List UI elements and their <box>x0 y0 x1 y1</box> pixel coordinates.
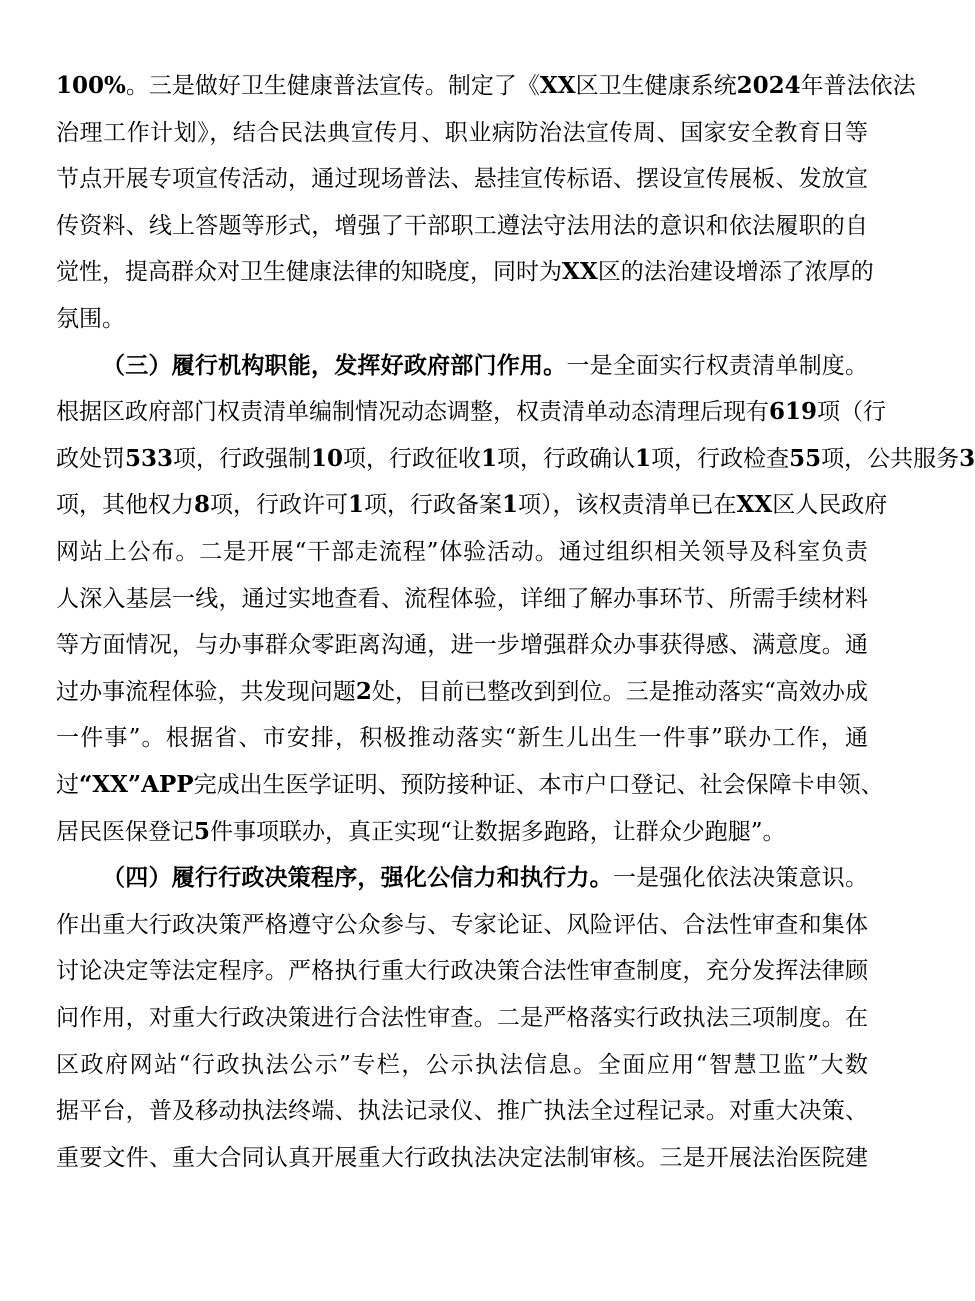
bold-text-segment: 2024 <box>736 72 801 99</box>
text-segment: 传资料、线上答题等形式，增强了干部职工遵法守法用法的意识和依法履职的自 <box>56 212 868 239</box>
bold-text-segment: 2 <box>355 677 372 705</box>
text-segment: 政处罚 <box>56 445 125 472</box>
text-line <box>56 911 868 939</box>
text-segment: 治理工作计划》，结合民法典宣传月、职业病防治法宣传周、国家安全教育日等 <box>56 119 868 146</box>
text-segment: 觉性，提高群众对卫生健康法律的知晓度，同时为 <box>56 259 562 286</box>
text-line <box>56 398 887 426</box>
bold-text-segment: 8 <box>194 491 211 519</box>
text-segment: 件事项联办，真正实现“让数据多跑路，让群众少跑腿”。 <box>210 818 786 845</box>
text-segment: 一是强化依法决策意识。 <box>612 865 868 892</box>
text-segment: 网站上公布。二是开展“干部走流程”体验活动。通过组织相关领导及科室负责 <box>56 539 868 565</box>
text-segment: 项，行政检查 <box>651 445 790 472</box>
text-line <box>56 771 884 799</box>
text-segment: 作出重大行政决策严格遵守公众参与、专家论证、风险评估、合法性审查和集体 <box>56 911 868 938</box>
bold-text-segment: 1 <box>481 444 498 472</box>
text-segment: 氛围。 <box>56 306 125 332</box>
text-segment: 项，其他权力 <box>56 492 194 519</box>
text-segment: 人深入基层一线，通过实地查看、流程体验，详细了解办事环节、所需手续材料 <box>56 585 868 612</box>
text-line <box>56 72 916 100</box>
text-line <box>56 305 868 333</box>
bold-text-segment: XX <box>539 72 576 99</box>
text-segment: 区的法治建设增添了浓厚的 <box>597 259 874 286</box>
text-segment: 项，行政强制 <box>173 445 312 472</box>
paragraph-heading-line <box>102 864 868 892</box>
text-segment: 项，行政征收 <box>343 445 482 472</box>
bold-text-segment: “XX”APP <box>79 771 194 798</box>
bold-text-segment: 1 <box>348 491 365 519</box>
text-line <box>56 724 868 752</box>
bold-text-segment: 5 <box>194 817 211 845</box>
text-segment: 节点开展专项宣传活动，通过现场普法、悬挂宣传标语、摆设宣传展板、发放宣 <box>56 166 868 193</box>
text-segment: 。三是做好卫生健康普法宣传。制定了《 <box>125 73 540 99</box>
text-segment: 重要文件、重大合同认真开展重大行政执法决定法制审核。三是开展法治医院建 <box>56 1144 868 1171</box>
text-line <box>56 491 888 519</box>
text-segment: 讨论决定等法定程序。严格执行重大行政决策合法性审查制度，充分发挥法律顾 <box>56 958 868 985</box>
text-line <box>56 119 868 147</box>
bold-text-segment: 55 <box>789 444 822 472</box>
text-line <box>56 444 975 473</box>
text-segment: 项，行政备案 <box>364 492 503 519</box>
text-line <box>56 1004 868 1032</box>
paragraph-heading-line <box>102 352 868 380</box>
text-line <box>56 957 868 985</box>
text-line <box>56 1144 868 1172</box>
text-segment: 项，行政许可 <box>210 492 349 519</box>
text-segment: 过 <box>56 772 79 798</box>
text-line <box>56 212 868 240</box>
text-line <box>56 818 868 846</box>
text-line <box>56 678 868 706</box>
text-segment: 区政府网站“行政执法公示”专栏，公示执法信息。全面应用“智慧卫监”大数 <box>56 1051 868 1078</box>
bold-text-segment: （三）履行机构职能，发挥好政府部门作用。 <box>102 351 567 379</box>
text-segment: 完成出生医学证明、预防接种证、本市户口登记、社会保障卡申领、 <box>193 772 884 798</box>
text-segment: 项，行政确认 <box>497 445 636 472</box>
text-segment: 年普法依法 <box>800 73 916 99</box>
bold-text-segment: XX <box>736 491 773 519</box>
text-line <box>56 538 868 566</box>
text-line <box>56 165 868 193</box>
bold-text-segment: 10 <box>311 444 344 472</box>
bold-text-segment: 1 <box>502 491 519 519</box>
text-line <box>56 1051 868 1079</box>
bold-text-segment: 533 <box>125 444 174 472</box>
bold-text-segment: 100% <box>56 72 126 99</box>
text-segment: 区卫生健康系统 <box>575 73 737 99</box>
bold-text-segment: 1 <box>635 444 652 472</box>
text-segment: 根据区政府部门权责清单编制情况动态调整，权责清单动态清理后现有 <box>56 399 769 426</box>
text-line <box>56 1097 868 1125</box>
text-line <box>56 631 868 659</box>
text-segment: 据平台，普及移动执法终端、执法记录仪、推广执法全过程记录。对重大决策、 <box>56 1098 868 1125</box>
text-segment: 项（行 <box>817 399 887 426</box>
text-segment: 项，公共服务 <box>821 445 960 472</box>
text-segment: 一件事”。根据省、市安排，积极推动落实“新生儿出生一件事”联办工作，通 <box>56 725 868 752</box>
bold-text-segment: 619 <box>769 398 818 426</box>
text-line <box>56 258 874 286</box>
text-segment: 处，目前已整改到到位。三是推动落实“高效办成 <box>371 678 868 705</box>
text-segment: 一是全面实行权责清单制度。 <box>566 352 868 379</box>
text-segment: 问作用，对重大行政决策进行合法性审查。二是严格落实行政执法三项制度。在 <box>56 1005 868 1031</box>
bold-text-segment: （四）履行行政决策程序，强化公信力和执行力。 <box>102 864 613 892</box>
text-segment: 居民医保登记 <box>56 818 194 845</box>
bold-text-segment: 3 <box>959 444 975 472</box>
text-segment: 等方面情况，与办事群众零距离沟通，进一步增强群众办事获得感、满意度。通 <box>56 632 868 659</box>
text-segment: 项），该权责清单已在 <box>518 492 737 519</box>
text-segment: 区人民政府 <box>772 492 888 519</box>
text-segment: 过办事流程体验，共发现问题 <box>56 678 356 705</box>
text-line <box>56 585 868 613</box>
bold-text-segment: XX <box>562 258 598 286</box>
